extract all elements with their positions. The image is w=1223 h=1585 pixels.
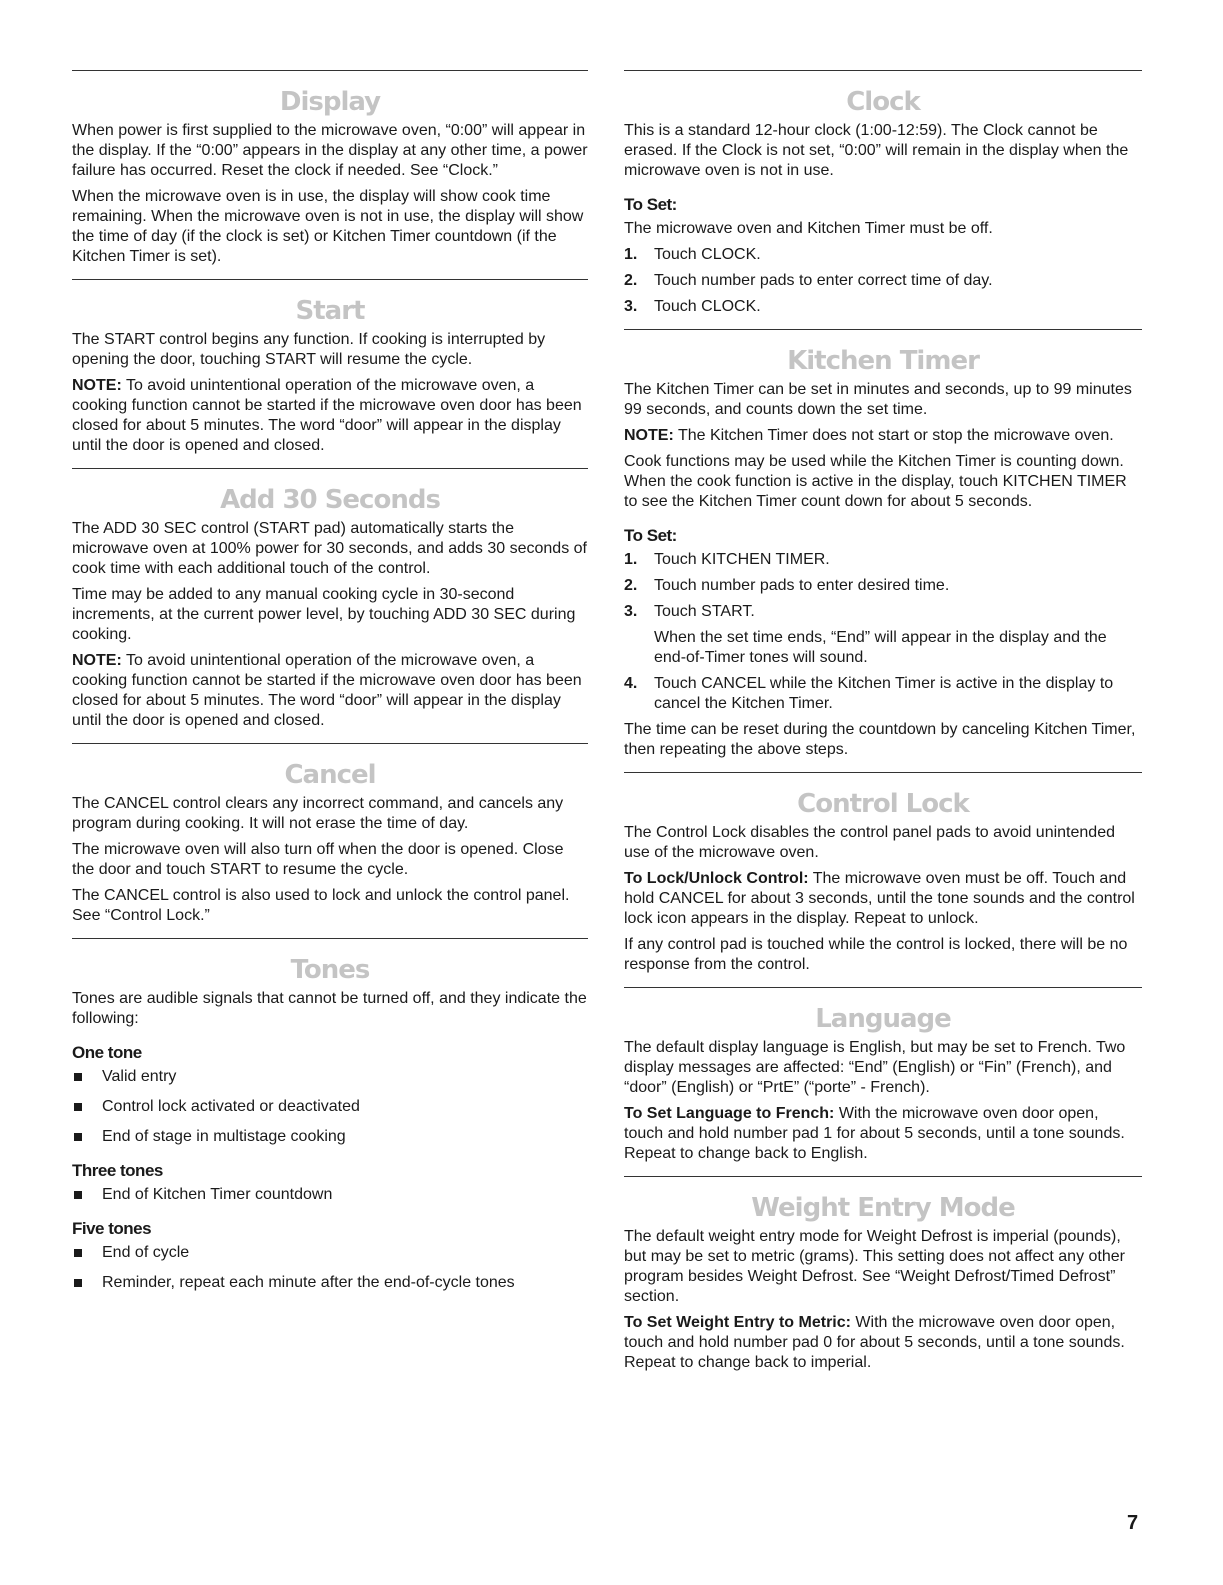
note-text: The Kitchen Timer does not start or stop the microwave oven. bbox=[673, 427, 1114, 444]
list-item bbox=[624, 550, 1142, 570]
lock-label: To Lock/Unlock Control: bbox=[624, 870, 809, 887]
bullet-square-icon bbox=[74, 1133, 82, 1141]
kitchen-timer-section bbox=[624, 329, 1142, 760]
timer-paragraph-3: The time can be reset during the countdown by canceling Kitchen Timer, then repeating the above steps. bbox=[624, 721, 1136, 758]
language-label: To Set Language to French: bbox=[624, 1105, 835, 1122]
language-text: With the microwave oven door open, touch and hold number pad 1 for about 5 seconds, until a tone sounds. Repeat to change back to English. bbox=[624, 1105, 1125, 1162]
step-text: Touch CLOCK. bbox=[654, 246, 761, 263]
timer-paragraph-1: The Kitchen Timer can be set in minutes and seconds, up to 99 minutes 99 seconds, and counts down the set time. bbox=[624, 381, 1132, 418]
control-lock-section bbox=[624, 772, 1142, 975]
list-item bbox=[624, 297, 1142, 317]
step-number: 1. bbox=[624, 551, 638, 568]
add30-paragraph-2: Time may be added to any manual cooking cycle in 30-second increments, at the current power level, by touching ADD 30 SEC during cooking. bbox=[72, 586, 576, 643]
language-heading: Language bbox=[815, 1004, 951, 1034]
tones-section bbox=[72, 938, 588, 1293]
list-item bbox=[72, 1097, 588, 1117]
step-text: Touch CLOCK. bbox=[654, 298, 761, 315]
step-number: 2. bbox=[624, 577, 638, 594]
weight-paragraph-1: The default weight entry mode for Weight Defrost is imperial (pounds), but may be set to metric (grams). This setting does not affect any other program besides Weight Defrost. See “Weight Defrost/Timed Defrost” section. bbox=[624, 1228, 1125, 1305]
list-item-text: End of stage in multistage cooking bbox=[102, 1128, 346, 1145]
weight-entry-heading: Weight Entry Mode bbox=[751, 1193, 1015, 1223]
display-paragraph-1: When power is first supplied to the microwave oven, “0:00” will appear in the display. If the “0:00” appears in the display at any other time, a power failure has occurred. Reset the clock if needed. See “Clock.” bbox=[72, 122, 588, 179]
cancel-paragraph-3: The CANCEL control is also used to lock and unlock the control panel. See “Control Lock.” bbox=[72, 887, 570, 924]
start-section bbox=[72, 279, 588, 456]
add30-section bbox=[72, 468, 588, 731]
list-item-text: Control lock activated or deactivated bbox=[102, 1098, 360, 1115]
three-tones-heading: Three tones bbox=[72, 1161, 163, 1180]
add30-paragraph-1: The ADD 30 SEC control (START pad) automatically starts the microwave oven at 100% power for 30 seconds, and adds 30 seconds of cook time with each additional touch of the control. bbox=[72, 520, 587, 577]
bullet-square-icon bbox=[74, 1073, 82, 1081]
clock-steps bbox=[624, 245, 1142, 317]
bullet-square-icon bbox=[74, 1191, 82, 1199]
three-tones-list bbox=[72, 1185, 588, 1205]
step-number: 2. bbox=[624, 272, 638, 289]
list-item bbox=[624, 271, 1142, 291]
note-text: To avoid unintentional operation of the microwave oven, a cooking function cannot be started if the microwave oven door has been closed for about 5 minutes. The word “door” will appear in the display until the door is opened and closed. bbox=[72, 377, 582, 454]
five-tones-heading: Five tones bbox=[72, 1219, 152, 1238]
note-label: NOTE: bbox=[72, 377, 122, 394]
list-item bbox=[72, 1127, 588, 1147]
five-tones-list bbox=[72, 1243, 588, 1293]
one-tone-heading: One tone bbox=[72, 1043, 142, 1062]
cancel-heading: Cancel bbox=[284, 760, 376, 790]
weight-text: With the microwave oven door open, touch and hold number pad 0 for about 5 seconds, until a tone sounds. Repeat to change back to imperial. bbox=[624, 1314, 1125, 1371]
step-number: 4. bbox=[624, 675, 638, 692]
start-heading: Start bbox=[295, 296, 365, 326]
list-item bbox=[72, 1067, 588, 1087]
step-number: 1. bbox=[624, 246, 638, 263]
lock-paragraph-2: If any control pad is touched while the control is locked, there will be no response from the control. bbox=[624, 936, 1128, 973]
language-instructions bbox=[624, 1104, 1142, 1164]
one-tone-list bbox=[72, 1067, 588, 1147]
step-text: Touch number pads to enter desired time. bbox=[654, 577, 950, 594]
list-item-text: Valid entry bbox=[102, 1068, 177, 1085]
timer-note bbox=[624, 426, 1142, 446]
note-text: To avoid unintentional operation of the microwave oven, a cooking function cannot be started if the microwave oven door has been closed for about 5 minutes. The word “door” will appear in the display until the door is opened and closed. bbox=[72, 652, 582, 729]
lock-instructions bbox=[624, 869, 1142, 929]
step-text: Touch number pads to enter correct time of day. bbox=[654, 272, 993, 289]
list-item-text: End of Kitchen Timer countdown bbox=[102, 1186, 333, 1203]
clock-section bbox=[624, 70, 1142, 317]
add30-note bbox=[72, 651, 588, 731]
list-item bbox=[624, 602, 1142, 668]
clock-paragraph-2: The microwave oven and Kitchen Timer must be off. bbox=[624, 220, 993, 237]
weight-label: To Set Weight Entry to Metric: bbox=[624, 1314, 851, 1331]
clock-heading: Clock bbox=[846, 87, 920, 117]
list-item bbox=[72, 1273, 588, 1293]
language-paragraph-1: The default display language is English, but may be set to French. Two display messages are affected: “End” (English) or “Fin” (French), and “door” (English) or “PrtE” (“porte” - French). bbox=[624, 1039, 1126, 1096]
tones-heading: Tones bbox=[290, 955, 370, 985]
bullet-square-icon bbox=[74, 1249, 82, 1257]
timer-to-set-heading: To Set: bbox=[624, 526, 677, 545]
cancel-section bbox=[72, 743, 588, 926]
step-subtext: When the set time ends, “End” will appear in the display and the end-of-Timer tones will sound. bbox=[654, 629, 1107, 666]
add30-heading: Add 30 Seconds bbox=[220, 485, 440, 515]
bullet-square-icon bbox=[74, 1279, 82, 1287]
timer-steps bbox=[624, 550, 1142, 714]
step-text: Touch KITCHEN TIMER. bbox=[654, 551, 830, 568]
list-item-text: Reminder, repeat each minute after the end-of-cycle tones bbox=[102, 1274, 515, 1291]
step-text: Touch START. bbox=[654, 603, 755, 620]
list-item bbox=[624, 245, 1142, 265]
page-number: 7 bbox=[1127, 1512, 1139, 1534]
list-item bbox=[624, 576, 1142, 596]
list-item bbox=[624, 674, 1142, 714]
language-section bbox=[624, 987, 1142, 1164]
lock-paragraph-1: The Control Lock disables the control panel pads to avoid unintended use of the microwave oven. bbox=[624, 824, 1115, 861]
start-note bbox=[72, 376, 588, 456]
start-paragraph-1: The START control begins any function. If cooking is interrupted by opening the door, touching START will resume the cycle. bbox=[72, 331, 546, 368]
step-text: Touch CANCEL while the Kitchen Timer is active in the display to cancel the Kitchen Timer. bbox=[654, 675, 1114, 712]
display-paragraph-2: When the microwave oven is in use, the display will show cook time remaining. When the microwave oven is not in use, the display will show the time of day (if the clock is set) or Kitchen Timer countdown (if the Kitchen Timer is set). bbox=[72, 188, 584, 265]
tones-paragraph-1: Tones are audible signals that cannot be turned off, and they indicate the following: bbox=[72, 990, 587, 1027]
note-label: NOTE: bbox=[624, 427, 674, 444]
step-number: 3. bbox=[624, 603, 638, 620]
note-label: NOTE: bbox=[72, 652, 122, 669]
kitchen-timer-heading: Kitchen Timer bbox=[787, 346, 979, 376]
lock-text: The microwave oven must be off. Touch and hold CANCEL for about 3 seconds, until the tone sounds and the control lock icon appears in the display. Repeat to unlock. bbox=[624, 870, 1135, 927]
weight-entry-section bbox=[624, 1176, 1142, 1373]
cancel-paragraph-1: The CANCEL control clears any incorrect command, and cancels any program during cooking. It will not erase the time of day. bbox=[72, 795, 564, 832]
right-column bbox=[624, 70, 1142, 1385]
control-lock-heading: Control Lock bbox=[797, 789, 969, 819]
display-section bbox=[72, 70, 588, 267]
step-number: 3. bbox=[624, 298, 638, 315]
timer-paragraph-2: Cook functions may be used while the Kitchen Timer is counting down. When the cook function is active in the display, touch KITCHEN TIMER to see the Kitchen Timer count down for about 5 seconds. bbox=[624, 453, 1127, 510]
bullet-square-icon bbox=[74, 1103, 82, 1111]
clock-paragraph-1: This is a standard 12-hour clock (1:00-12:59). The Clock cannot be erased. If the Clock is not set, “0:00” will remain in the display when the microwave oven is not in use. bbox=[624, 122, 1129, 179]
left-column bbox=[72, 70, 588, 1305]
cancel-paragraph-2: The microwave oven will also turn off when the door is opened. Close the door and touch START to resume the cycle. bbox=[72, 841, 564, 878]
list-item bbox=[72, 1243, 588, 1263]
clock-to-set-heading: To Set: bbox=[624, 195, 677, 214]
weight-instructions bbox=[624, 1313, 1142, 1373]
display-heading: Display bbox=[279, 87, 381, 117]
list-item bbox=[72, 1185, 588, 1205]
list-item-text: End of cycle bbox=[102, 1244, 190, 1261]
